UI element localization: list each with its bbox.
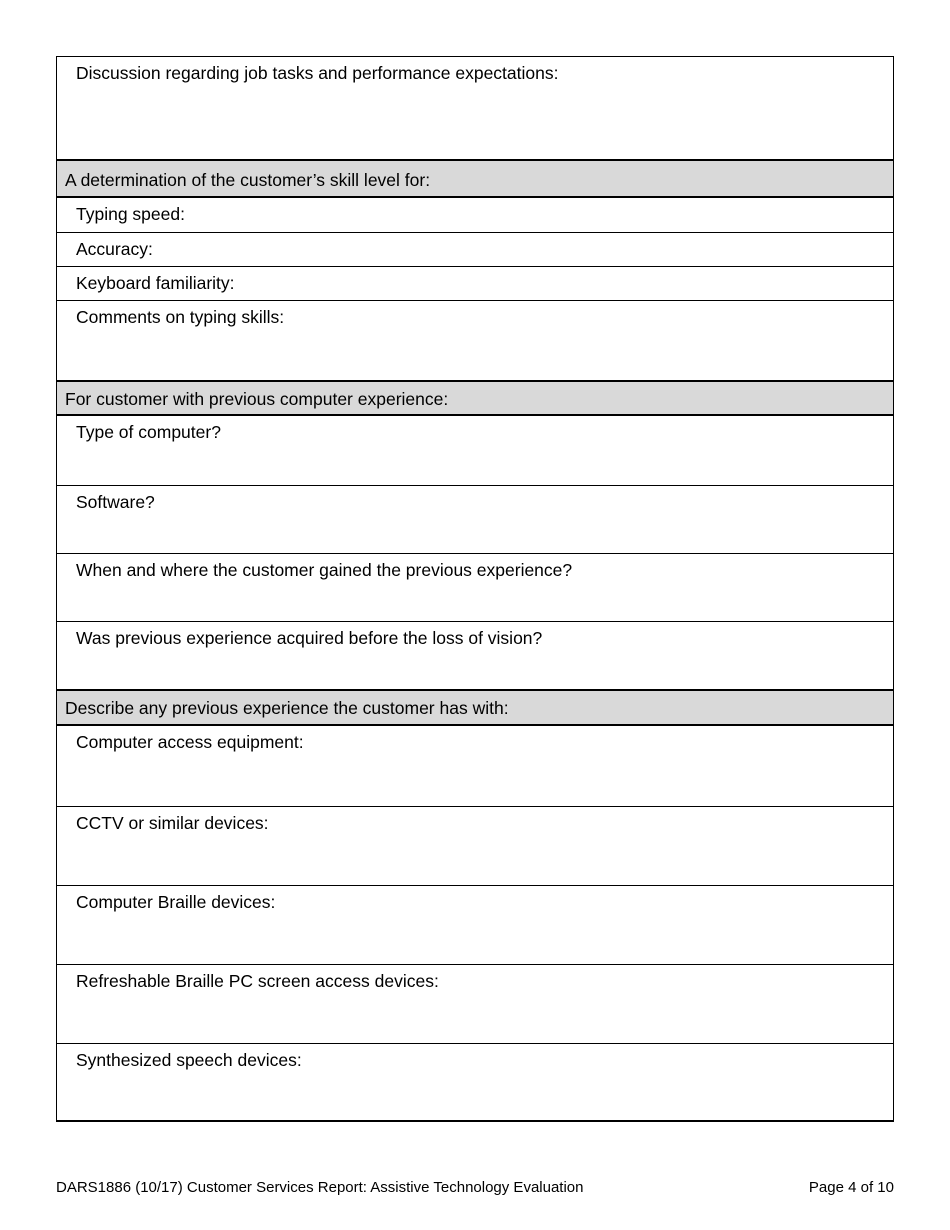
software-field[interactable]	[57, 485, 893, 553]
experience-before-vision-loss-field[interactable]	[57, 621, 893, 689]
typing-speed-field[interactable]	[57, 198, 893, 232]
field-label: When and where the customer gained the previous experience?	[76, 560, 573, 580]
footer-form-id: DARS1886 (10/17) Customer Services Report: Assistive Technology Evaluation	[56, 1179, 584, 1196]
type-of-computer-field[interactable]	[57, 416, 893, 485]
section-title: Describe any previous experience the customer has with:	[65, 698, 509, 718]
field-label: Accuracy:	[76, 239, 153, 259]
computer-braille-devices-field[interactable]	[57, 885, 893, 964]
computer-access-equipment-field[interactable]	[57, 726, 893, 806]
field-label: Discussion regarding job tasks and performance expectations:	[76, 63, 559, 83]
field-label: Keyboard familiarity:	[76, 273, 235, 293]
section-header-skill-level	[57, 159, 893, 198]
cctv-devices-field[interactable]	[57, 806, 893, 885]
section-header-previous-experience	[57, 380, 893, 416]
field-label: Refreshable Braille PC screen access devices:	[76, 971, 439, 991]
field-label: Type of computer?	[76, 422, 221, 442]
field-label: Typing speed:	[76, 204, 185, 224]
field-label: Computer Braille devices:	[76, 892, 276, 912]
typing-skills-comments-field[interactable]	[57, 300, 893, 380]
section-title: A determination of the customer’s skill level for:	[65, 170, 431, 190]
field-label: CCTV or similar devices:	[76, 813, 269, 833]
evaluation-form-table	[56, 56, 894, 1122]
accuracy-field[interactable]	[57, 232, 893, 266]
refreshable-braille-devices-field[interactable]	[57, 964, 893, 1043]
field-label: Synthesized speech devices:	[76, 1050, 302, 1070]
job-tasks-discussion-field[interactable]	[57, 57, 893, 159]
keyboard-familiarity-field[interactable]	[57, 266, 893, 300]
field-label: Software?	[76, 492, 155, 512]
field-label: Computer access equipment:	[76, 732, 304, 752]
experience-when-where-field[interactable]	[57, 553, 893, 621]
section-header-device-experience	[57, 689, 893, 726]
footer-page-number: Page 4 of 10	[808, 1179, 894, 1196]
synthesized-speech-devices-field[interactable]	[57, 1043, 893, 1120]
section-title: For customer with previous computer experience:	[65, 389, 449, 409]
field-label: Was previous experience acquired before the loss of vision?	[76, 628, 543, 648]
field-label: Comments on typing skills:	[76, 307, 285, 327]
